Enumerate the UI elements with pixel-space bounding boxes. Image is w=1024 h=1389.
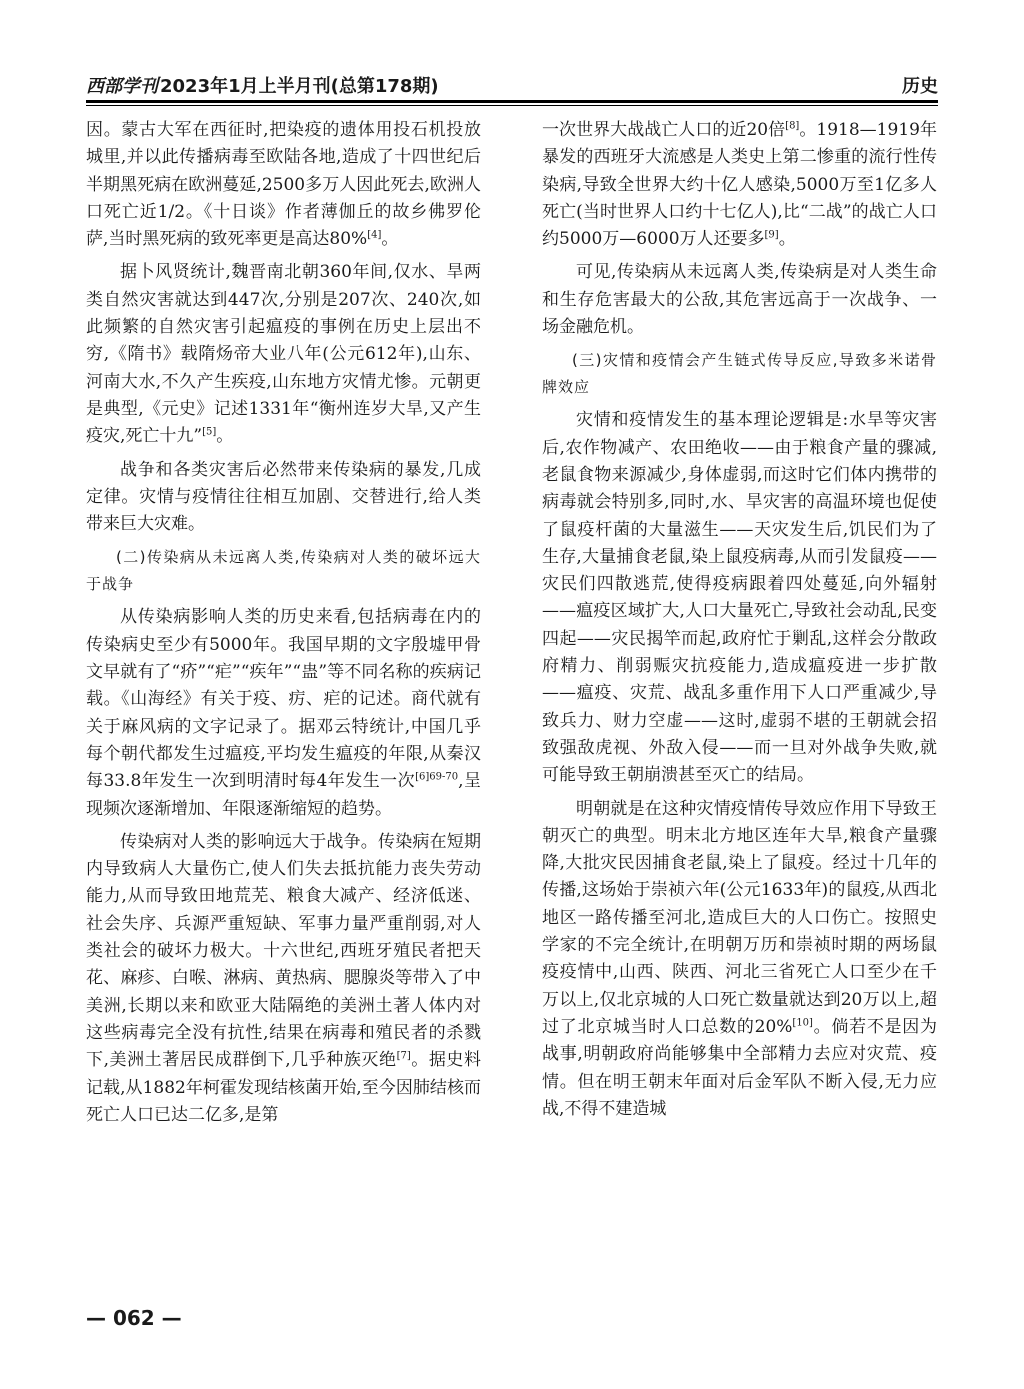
issue-info: 2023年1月上半月刊(总第178期)	[160, 76, 439, 97]
paragraph: 明朝就是在这种灾情疫情传导效应作用下导致王朝灭亡的典型。明末北方地区连年大旱,粮食产量骤降,大批灾民因捕食老鼠,染上了鼠疫。经过十几年的传播,这场始于崇祯六年(公元1633年)的鼠疫,从西北地区一路传播至河北,造成巨大的人口伤亡。按照史学家的不完全统计,在明朝万历和崇祯时期的两场鼠疫疫情中,山西、陕西、河北三省死亡人口至少在千万以上,仅北京城的人口死亡数量就达到20万以上,超过了北京城当时人口总数的20%[10]。倘若不是因为战事,明朝政府尚能够集中全部精力去应对灾荒、疫情。但在明王朝末年面对后金军队不断入侵,无力应战,不得不建造城	[542, 798, 937, 1119]
paragraph: 据卜风贤统计,魏晋南北朝360年间,仅水、旱两类自然灾害就达到447次,分别是207次、240次,如此频繁的自然灾害引起瘟疫的事例在历史上层出不穷,《隋书》载隋炀帝大业八年(公元612年),山东、河南大水,不久产生疾疫,山东地方灾情尤惨。元朝更是典型,《元史》记述1331年“衡州连岁大旱,又产生疫灾,死亡十九”[5]。	[86, 262, 481, 447]
citation: [7]	[396, 1050, 411, 1062]
paragraph: 从传染病影响人类的历史来看,包括病毒在内的传染病史至少有5000年。我国早期的文字殷墟甲骨文早就有了“疥”“疟”“疾年”“蛊”等不同名称的疾病记载。《山海经》有关于疫、疠、疟的记述。商代就有关于麻风病的文字记录了。据邓云特统计,中国几乎每个朝代都发生过瘟疫,平均发生瘟疫的年限,从秦汉每33.8年发生一次到明清时每4年发生一次$^{[6]69-70}$,呈现频次逐渐增加、年限逐渐缩短的趋势。	[86, 607, 481, 819]
citation: [5]	[202, 426, 217, 438]
subsection-heading: (三)灾情和疫情会产生链式传导反应,导致多米诺骨牌效应	[542, 351, 937, 397]
citation: [10]	[792, 1017, 813, 1029]
citation: [9]	[764, 229, 779, 241]
page-number: — 062 —	[86, 1306, 182, 1330]
journal-logo: 西部学刊	[86, 76, 158, 97]
paragraph: 一次世界大战战亡人口的近20倍[8]。1918—1919年暴发的西班牙大流感是人类史上第二惨重的流行性传染病,导致全世界大约十亿人感染,5000万至1亿多人死亡(当时世界人口约十七亿人),比“二战”的战亡人口约5000万—6000万人还要多[9]。	[542, 120, 937, 250]
journal-issue	[86, 72, 439, 98]
subsection-heading: (二)传染病从未远离人类,传染病对人类的破坏远大于战争	[86, 548, 481, 594]
citation: [4]	[367, 229, 382, 241]
header-rule-thick	[86, 100, 938, 103]
left-column	[86, 117, 481, 1135]
paragraph: 可见,传染病从未远离人类,传染病是对人类生命和生存危害最大的公敌,其危害远高于一次战争、一场金融危机。	[542, 262, 937, 338]
citation: [8]	[785, 120, 800, 132]
paragraph: 传染病对人类的影响远大于战争。传染病在短期内导致病人大量伤亡,使人们失去抵抗能力丧失劳动能力,从而导致田地荒芜、粮食大减产、经济低迷、社会失序、兵源严重短缺、军事力量严重削弱,对人类社会的破坏力极大。十六世纪,西班牙殖民者把天花、麻疹、白喉、淋病、黄热病、腮腺炎等带入了中美洲,长期以来和欧亚大陆隔绝的美洲土著人体内对这些病毒完全没有抗性,结果在病毒和殖民者的杀戮下,美洲土著居民成群倒下,几乎种族灭绝[7]。据史料记载,从1882年柯霍发现结核菌开始,至今因肺结核而死亡人口已达二亿多,是第	[86, 831, 481, 1125]
right-column	[542, 117, 937, 1129]
paragraph: 战争和各类灾害后必然带来传染病的暴发,几成定律。灾情与疫情往往相互加剧、交替进行,给人类带来巨大灾难。	[86, 459, 481, 535]
page-header	[86, 70, 938, 104]
paragraph: 因。蒙古大军在西征时,把染疫的遗体用投石机投放城里,并以此传播病毒至欧陆各地,造成了十四世纪后半期黑死病在欧洲蔓延,2500多万人因此死去,欧洲人口死亡近1/2。《十日谈》作者薄伽丘的故乡佛罗伦萨,当时黑死病的致死率更是高达80%[4]。	[86, 120, 481, 250]
section-name: 历史	[902, 76, 938, 97]
citation: [6]69-70	[415, 771, 459, 783]
header-rule-thin	[86, 105, 938, 106]
paragraph: 灾情和疫情发生的基本理论逻辑是:水旱等灾害后,农作物减产、农田绝收——由于粮食产量的骤减,老鼠食物来源减少,身体虚弱,而这时它们体内携带的病毒就会特别多,同时,水、旱灾害的高温环境也促使了鼠疫杆菌的大量滋生——天灾发生后,饥民们为了生存,大量捕食老鼠,染上鼠疫病毒,从而引发鼠疫——灾民们四散逃荒,使得疫病跟着四处蔓延,向外辐射——瘟疫区域扩大,人口大量死亡,导致社会动乱,民变四起——灾民揭竿而起,政府忙于剿乱,这样会分散政府精力、削弱赈灾抗疫能力,造成瘟疫进一步扩散——瘟疫、灾荒、战乱多重作用下人口严重减少,导致兵力、财力空虚——这时,虚弱不堪的王朝就会招致强敌虎视、外敌入侵——而一旦对外战争失败,就可能导致王朝崩溃甚至灭亡的结局。	[542, 410, 937, 786]
